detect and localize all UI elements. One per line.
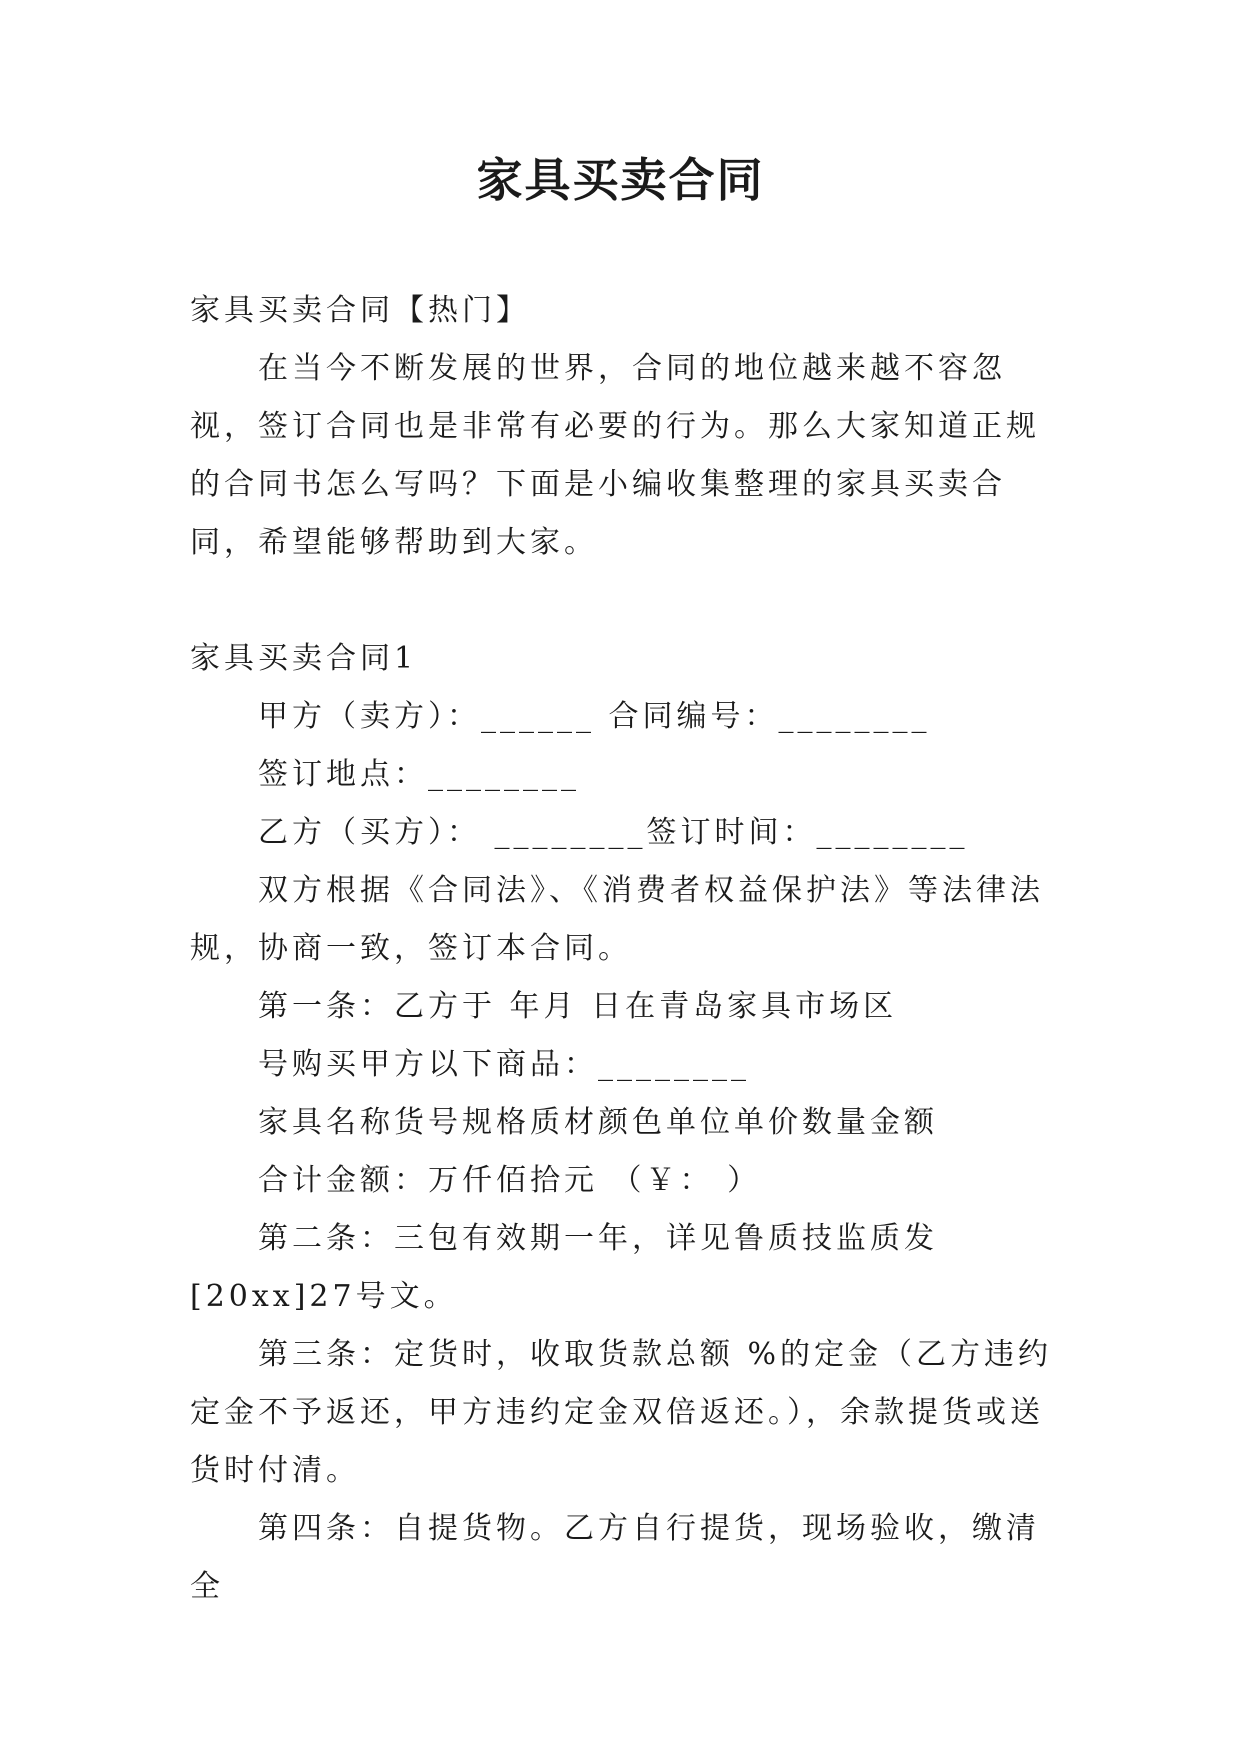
article-2-paragraph: 第二条：三包有效期一年，详见鲁质技监质发[20xx]27号文。: [190, 1221, 938, 1314]
contract-heading: 家具买卖合同1: [190, 641, 418, 676]
item-columns-line: 家具名称货号规格质材颜色单位单价数量金额: [258, 1105, 938, 1140]
article-4-paragraph: 第四条：自提货物。乙方自行提货，现场验收，缴清全: [190, 1511, 1040, 1604]
document-title: 家具买卖合同: [476, 153, 765, 207]
subtitle-line: 家具买卖合同【热门】: [190, 293, 530, 328]
party-b-line: 乙方（买方）： ________签订时间：________: [258, 815, 969, 850]
article-3-paragraph: 第三条：定货时，收取货款总额 %的定金（乙方违约定金不予返还，甲方违约定金双倍返还。），余款提货或送货时付清。: [190, 1337, 1053, 1488]
article-1-line: 第一条：乙方于 年月 日在青岛家具市场区: [258, 989, 898, 1024]
signing-place-line: 签订地点：________: [258, 757, 580, 792]
paragraph-spacer: [190, 572, 1056, 630]
party-a-line: 甲方（卖方）：______ 合同编号：________: [258, 699, 931, 734]
purchase-line: 号购买甲方以下商品：________: [258, 1047, 750, 1082]
total-amount-line: 合计金额：万仟佰拾元 （￥： ）: [258, 1163, 762, 1198]
document-body: [190, 282, 1056, 1616]
legal-basis-paragraph: 双方根据《合同法》、《消费者权益保护法》等法律法规，协商一致，签订本合同。: [190, 873, 1044, 966]
intro-paragraph: 在当今不断发展的世界，合同的地位越来越不容忽视，签订合同也是非常有必要的行为。那么大家知道正规的合同书怎么写吗？下面是小编收集整理的家具买卖合同，希望能够帮助到大家。: [190, 351, 1040, 560]
